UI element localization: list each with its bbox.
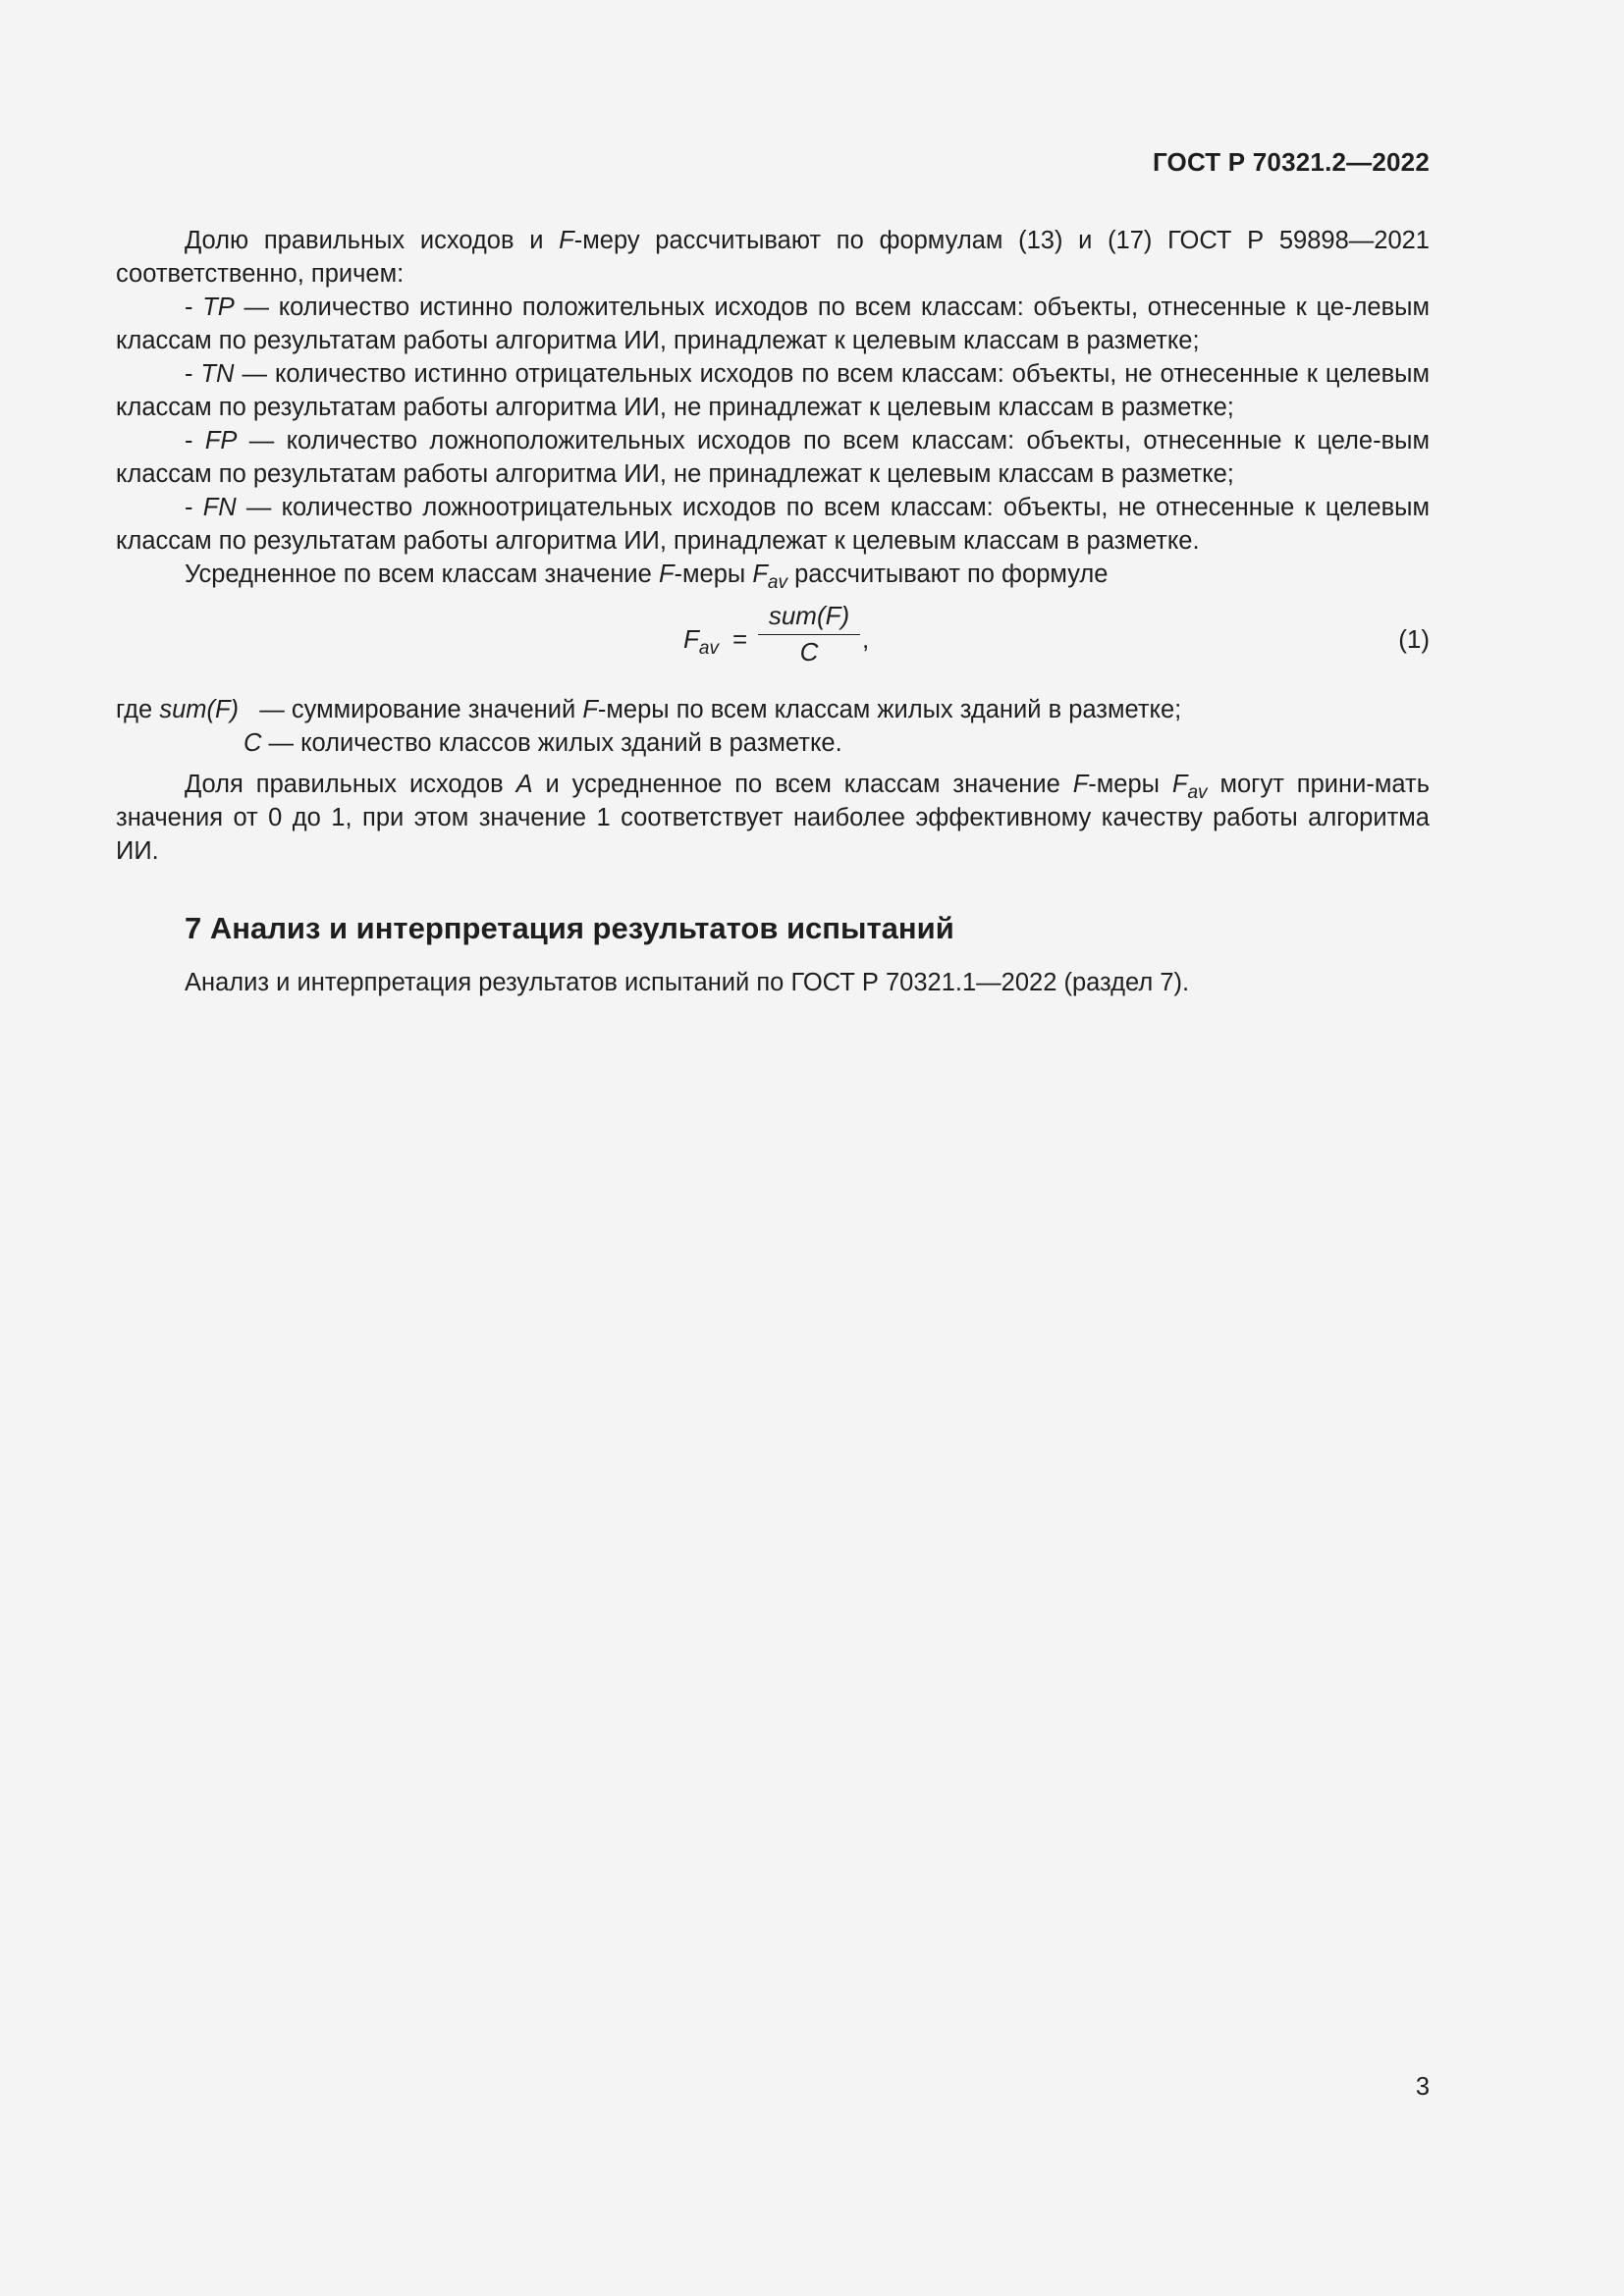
list-dash: - xyxy=(185,360,201,388)
formula-denominator: C xyxy=(799,637,819,667)
symbol-tn: TN xyxy=(200,360,235,388)
text-run: могут прини-мать значения от 0 до 1, при этом значение 1 соответствует наиболее эффективному качеству работы алгоритма ИИ. xyxy=(116,771,1430,865)
formula-subscript: av xyxy=(698,638,719,659)
list-dash: - xyxy=(185,494,203,521)
paragraph-range xyxy=(116,768,1430,868)
where-line-2 xyxy=(116,726,1430,760)
formula-comma: , xyxy=(862,624,870,654)
symbol-f: F xyxy=(1072,771,1089,798)
text-run: где xyxy=(116,696,160,723)
symbol-f-av: F xyxy=(752,561,768,588)
symbol-tp: TP xyxy=(202,294,235,321)
paragraph-average xyxy=(116,558,1430,591)
list-item-text: — количество истинно положительных исходов по всем классам: объекты, отнесенные к це-левым классам по результатам работы алгоритма ИИ, принадлежат к целевым классам в разметке; xyxy=(116,294,1430,354)
symbol-f-av: F xyxy=(1171,771,1188,798)
symbol-c: C xyxy=(244,729,262,757)
document-body xyxy=(116,224,1430,999)
text-run: Доля правильных исходов xyxy=(185,771,516,798)
list-dash: - xyxy=(185,427,205,454)
page-number: 3 xyxy=(1415,2073,1430,2101)
formula-symbol-f: F xyxy=(683,624,699,654)
list-item-text: — количество ложноотрицательных исходов по всем классам: объекты, не отнесенные к целевым классам по результатам работы алгоритма ИИ, принадлежат к целевым классам в разметке. xyxy=(116,494,1431,555)
text-run: -меру рассчитывают по формулам (13) и (17) ГОСТ Р 59898—2021 соответственно, причем: xyxy=(116,227,1430,288)
text-run: Долю правильных исходов и xyxy=(185,227,560,254)
text-run: -меры xyxy=(1088,771,1172,798)
section-paragraph: Анализ и интерпретация результатов испытаний по ГОСТ Р 70321.1—2022 (раздел 7). xyxy=(185,969,1190,996)
formula-lhs xyxy=(683,622,719,659)
symbol-fn: FN xyxy=(202,494,237,521)
symbol-sum-f: sum(F) xyxy=(159,696,240,723)
list-item-tn xyxy=(116,357,1430,424)
symbol-f: F xyxy=(559,227,574,254)
symbol-f: F xyxy=(658,561,675,588)
text-run: — количество классов жилых зданий в разметке. xyxy=(261,729,842,757)
list-item-fn xyxy=(116,491,1430,558)
formula-fraction xyxy=(758,599,860,667)
symbol-f: F xyxy=(582,696,598,723)
list-item-tp xyxy=(116,291,1430,357)
section-heading: 7 Анализ и интерпретация результатов испытаний xyxy=(185,911,954,945)
list-dash: - xyxy=(185,294,203,321)
text-run: и усредненное по всем классам значение xyxy=(532,771,1073,798)
list-item-text: — количество ложноположительных исходов по всем классам: объекты, отнесенные к целе-вым классам по результатам работы алгоритма ИИ, не принадлежат к целевым классам в разметке; xyxy=(116,427,1430,488)
paragraph-intro xyxy=(116,224,1430,291)
subscript-av: av xyxy=(767,572,787,593)
formula-number: (1) xyxy=(1398,624,1430,654)
fraction-bar xyxy=(758,634,860,635)
formula-equals: = xyxy=(732,624,748,654)
symbol-a: A xyxy=(515,771,533,798)
formula-1 xyxy=(116,593,1430,693)
formula-numerator: sum(F) xyxy=(768,601,850,630)
document-header: ГОСТ Р 70321.2—2022 xyxy=(1152,147,1430,177)
text-run: -меры xyxy=(674,561,753,588)
text-run: -меры по всем классам жилых зданий в разметке; xyxy=(597,696,1182,723)
symbol-fp: FP xyxy=(204,427,238,454)
list-item-fp xyxy=(116,424,1430,491)
list-item-text: — количество истинно отрицательных исходов по всем классам: объекты, не отнесенные к целевым классам по результатам работы алгоритма ИИ, не принадлежат к целевым классам в разметке; xyxy=(116,360,1430,421)
text-run: рассчитывают по формуле xyxy=(787,561,1109,588)
where-line-1 xyxy=(116,693,1430,726)
subscript-av: av xyxy=(1187,782,1208,803)
text-run: — суммирование значений xyxy=(239,696,583,723)
text-run: Усредненное по всем классам значение xyxy=(185,561,659,588)
